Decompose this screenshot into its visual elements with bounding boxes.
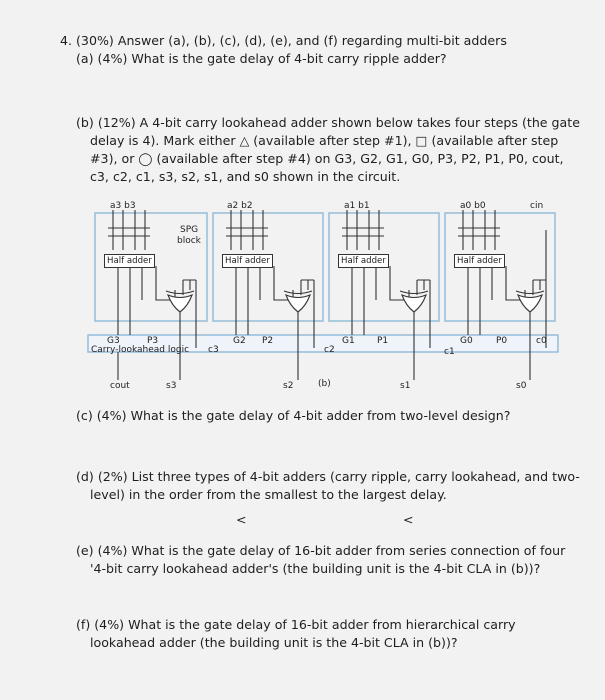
label-p2: P2 xyxy=(262,336,274,346)
output-s1: s1 xyxy=(400,381,411,391)
diagram-caption: (b) xyxy=(318,379,331,389)
question-f-line2: lookahead adder (the building unit is the 4-bit CLA in (b))? xyxy=(90,635,458,650)
output-s3: s3 xyxy=(166,381,177,391)
question-e-line1: (e) (4%) What is the gate delay of 16-bit adder from series connection of four xyxy=(76,543,566,558)
input-a2-b2: a2 b2 xyxy=(227,201,253,211)
spg-label: SPG xyxy=(180,225,199,235)
question-b-line3: #3), or ◯ (available after step #4) on G3, G2, G1, G0, P3, P2, P1, P0, cout, xyxy=(90,151,564,166)
label-c2: c2 xyxy=(324,345,335,355)
input-a1-b1: a1 b1 xyxy=(344,201,370,211)
question-b-line1: (b) (12%) A 4-bit carry lookahead adder shown below takes four steps (the gate xyxy=(76,115,580,130)
input-cin: cin xyxy=(530,201,544,211)
half-adder-3: Half adder xyxy=(104,254,155,268)
question-a: (a) (4%) What is the gate delay of 4-bit carry ripple adder? xyxy=(76,51,447,66)
half-adder-0: Half adder xyxy=(454,254,505,268)
less-than-1: < xyxy=(236,512,247,527)
question-e-line2: '4-bit carry lookahead adder's (the building unit is the 4-bit CLA in (b))? xyxy=(90,561,541,576)
question-b-line2: delay is 4). Mark either △ (available after step #1), □ (available after step xyxy=(90,133,559,148)
label-g3: G3 xyxy=(107,336,120,346)
label-g1: G1 xyxy=(342,336,355,346)
half-adder-1: Half adder xyxy=(338,254,389,268)
label-p3: P3 xyxy=(147,336,159,346)
output-s0: s0 xyxy=(516,381,527,391)
label-g2: G2 xyxy=(233,336,246,346)
block-label: block xyxy=(177,236,201,246)
label-c0: c0 xyxy=(536,336,547,346)
label-p1: P1 xyxy=(377,336,389,346)
question-4-header: 4. (30%) Answer (a), (b), (c), (d), (e), and (f) regarding multi-bit adders xyxy=(60,33,507,48)
half-adder-2: Half adder xyxy=(222,254,273,268)
input-a0-b0: a0 b0 xyxy=(460,201,486,211)
output-s2: s2 xyxy=(283,381,294,391)
label-p0: P0 xyxy=(496,336,508,346)
question-b-line4: c3, c2, c1, s3, s2, s1, and s0 shown in the circuit. xyxy=(90,169,401,184)
question-d-line2: level) in the order from the smallest to the largest delay. xyxy=(90,487,447,502)
label-c3: c3 xyxy=(208,345,219,355)
label-g0: G0 xyxy=(460,336,473,346)
cla-title: Carry-lookahead logic xyxy=(91,345,190,355)
label-c1: c1 xyxy=(444,347,455,357)
question-d-line1: (d) (2%) List three types of 4-bit adders (carry ripple, carry lookahead, and two- xyxy=(76,469,580,484)
question-f-line1: (f) (4%) What is the gate delay of 16-bit adder from hierarchical carry xyxy=(76,617,516,632)
question-c: (c) (4%) What is the gate delay of 4-bit adder from two-level design? xyxy=(76,408,511,423)
input-a3-b3: a3 b3 xyxy=(110,201,136,211)
output-cout: cout xyxy=(110,381,130,391)
less-than-2: < xyxy=(403,512,414,527)
